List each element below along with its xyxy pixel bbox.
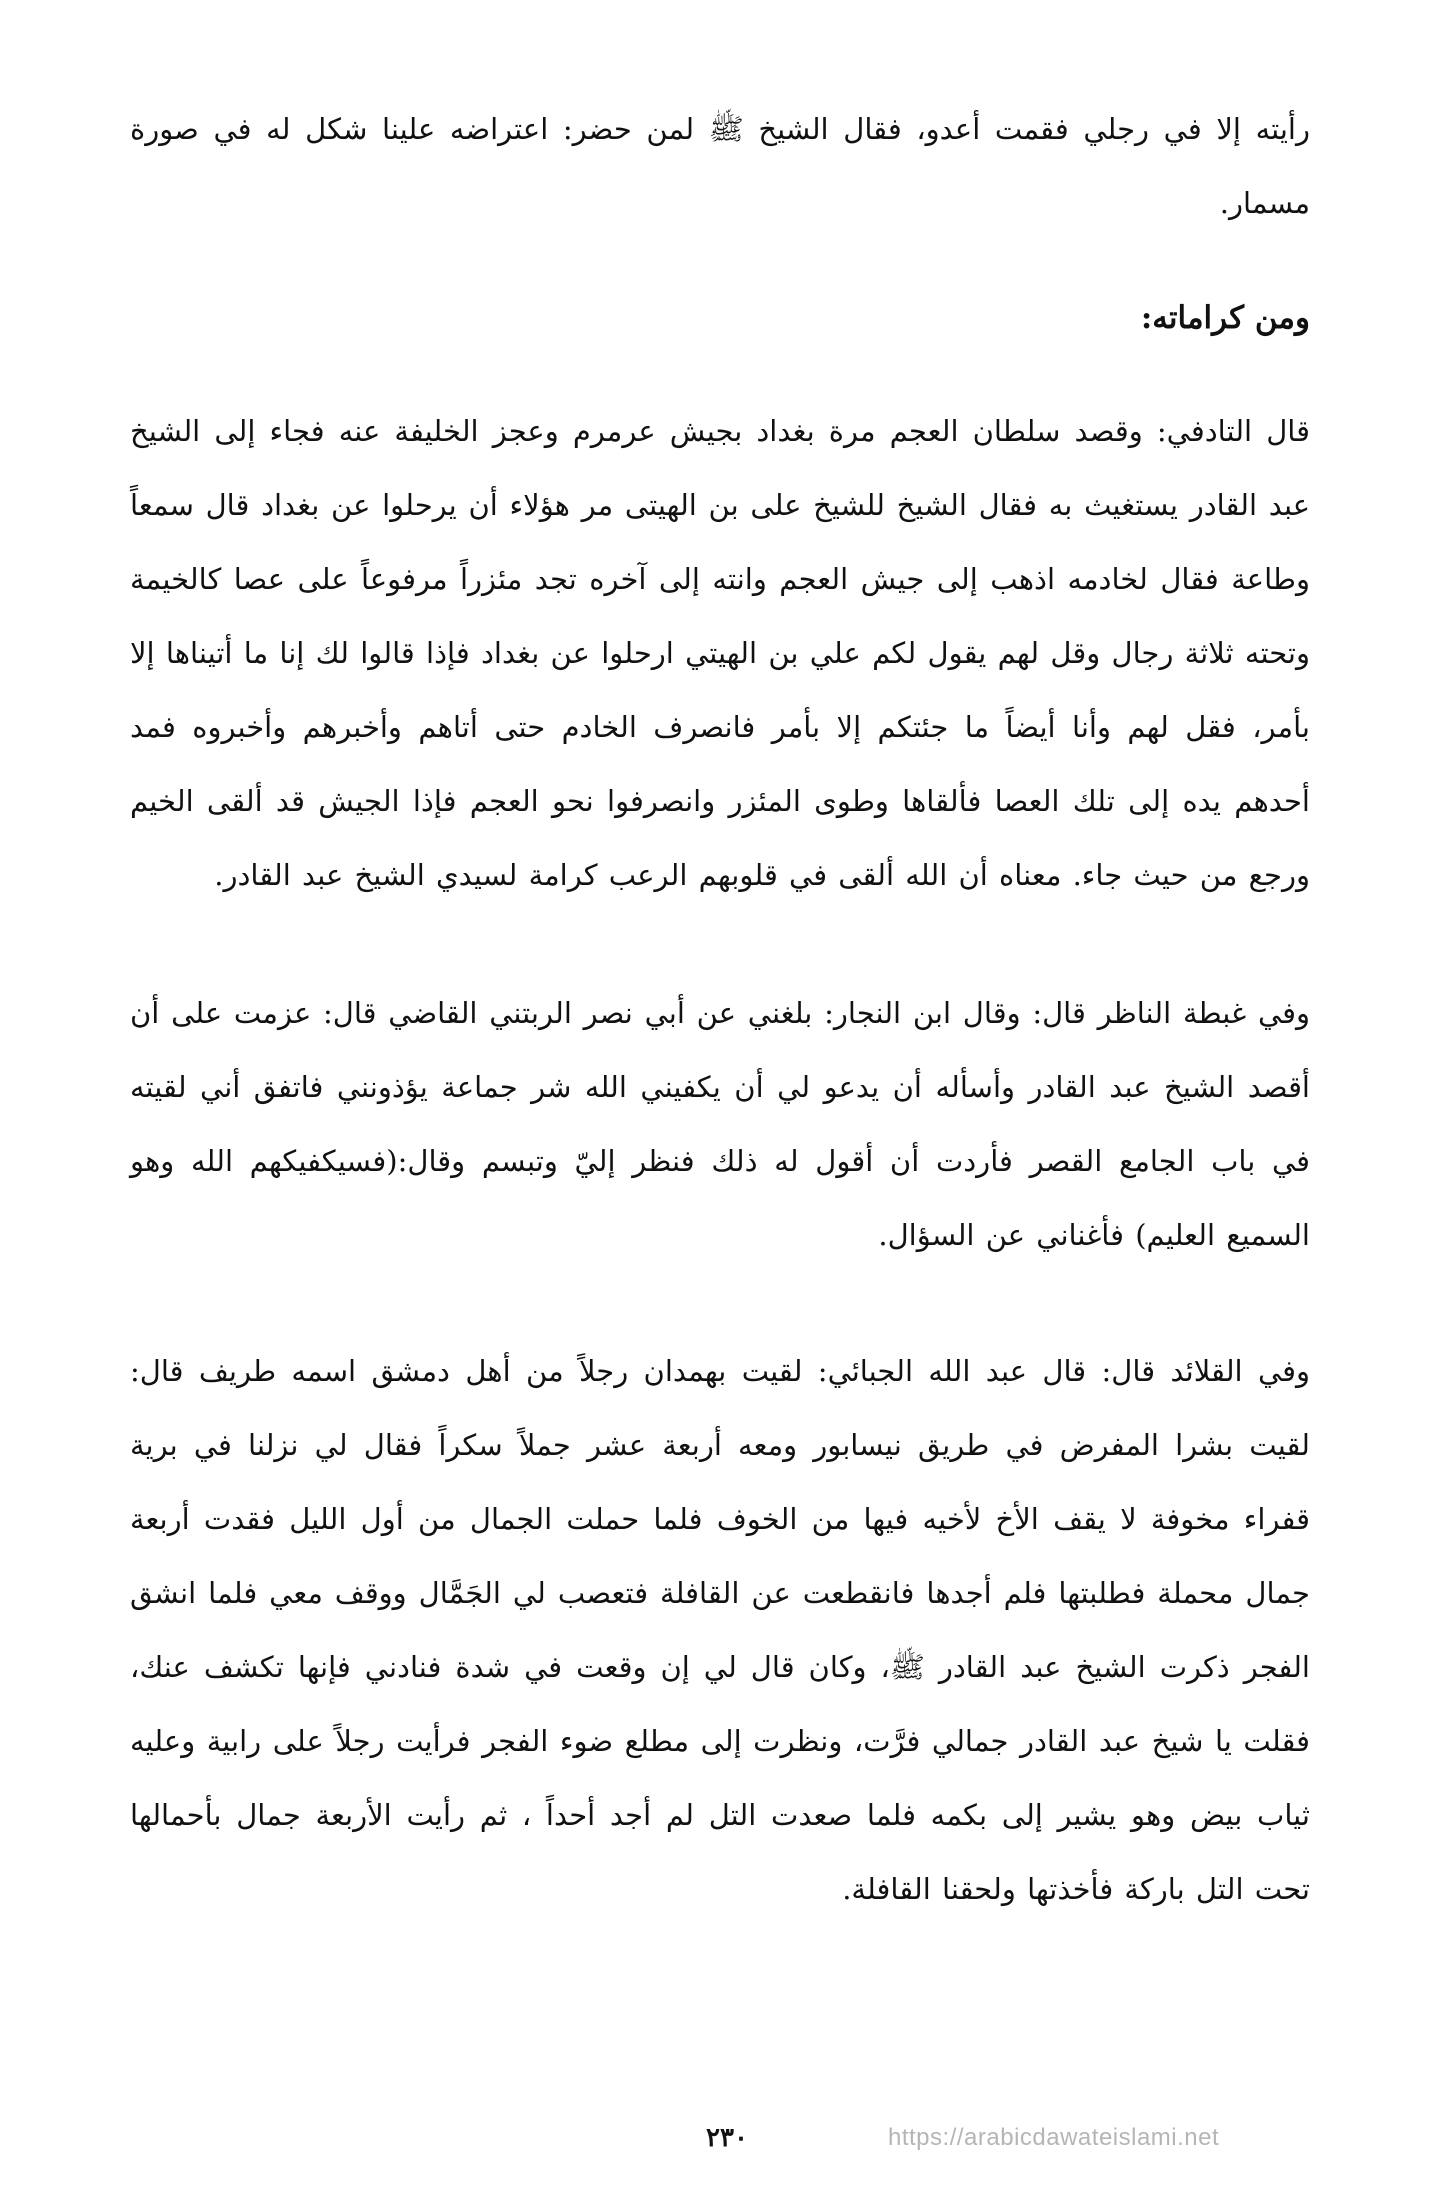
- page-footer: [0, 2118, 1454, 2158]
- section-heading-karamat: ومن كراماته:: [1140, 300, 1310, 336]
- paragraph-ghibta: وفي غبطة الناظر قال: وقال ابن النجار: بلغني عن أبي نصر الربتني القاضي قال: عزمت على أن أقصد الشيخ عبد القادر وأسأله أن يدعو لي أن يكفيني الله شر جماعة يؤذونني فاتفق أني لقيته في باب الجامع القصر فأردت أن أقول له ذلك فنظر إليّ وتبسم وقال:(فسيكفيكهم الله وهو السميع العليم) فأغناني عن السؤال.: [130, 996, 1310, 1252]
- watermark-url: https://arabicdawateislami.net: [888, 2124, 1220, 2151]
- paragraph-intro: رأيته إلا في رجلي فقمت أعدو، فقال الشيخ ﷺ لمن حضر: اعتراضه علينا شكل له في صورة مسمار.: [130, 112, 1310, 220]
- page-number: ٢٣٠: [706, 2123, 748, 2153]
- paragraph-qalaid: وفي القلائد قال: قال عبد الله الجبائي: لقيت بهمدان رجلاً من أهل دمشق اسمه طريف قال: لقيت بشرا المفرض في طريق نيسابور ومعه أربعة عشر جملاً سكراً فقال لي نزلنا في برية قفراء مخوفة لا يقف الأخ لأخيه فيها من الخوف فلما حملت الجمال من أول الليل فقدت أربعة جمال محملة فطلبتها فلم أجدها فانقطعت عن القافلة فتعصب لي الجَمَّال ووقف معي فلما انشق الفجر ذكرت الشيخ عبد القادر ﷺ، وكان قال لي إن وقعت في شدة فنادني فإنها تكشف عنك، فقلت يا شيخ عبد القادر جمالي فرَّت، ونظرت إلى مطلع ضوء الفجر فرأيت رجلاً على رابية وعليه ثياب بيض وهو يشير إلى بكمه فلما صعدت التل لم أجد أحداً ، ثم رأيت الأربعة جمال بأحمالها تحت التل باركة فأخذتها ولحقنا القافلة.: [130, 1354, 1310, 1906]
- paragraph-tadifi: قال التادفي: وقصد سلطان العجم مرة بغداد بجيش عرمرم وعجز الخليفة عنه فجاء إلى الشيخ عبد القادر يستغيث به فقال الشيخ للشيخ على بن الهيتى مر هؤلاء أن يرحلوا عن بغداد قال سمعاً وطاعة فقال لخادمه اذهب إلى جيش العجم وانته إلى آخره تجد مئزراً مرفوعاً على عصا كالخيمة وتحته ثلاثة رجال وقل لهم يقول لكم علي بن الهيتي ارحلوا عن بغداد فإذا قالوا لك إنا ما أتيناها إلا بأمر، فقل لهم وأنا أيضاً ما جئتكم إلا بأمر فانصرف الخادم حتى أتاهم وأخبرهم وأخبروه فمد أحدهم يده إلى تلك العصا فألقاها وطوى المئزر وانصرفوا نحو العجم فإذا الجيش قد ألقى الخيم ورجع من حيث جاء. معناه أن الله ألقى في قلوبهم الرعب كرامة لسيدي الشيخ عبد القادر.: [130, 414, 1310, 892]
